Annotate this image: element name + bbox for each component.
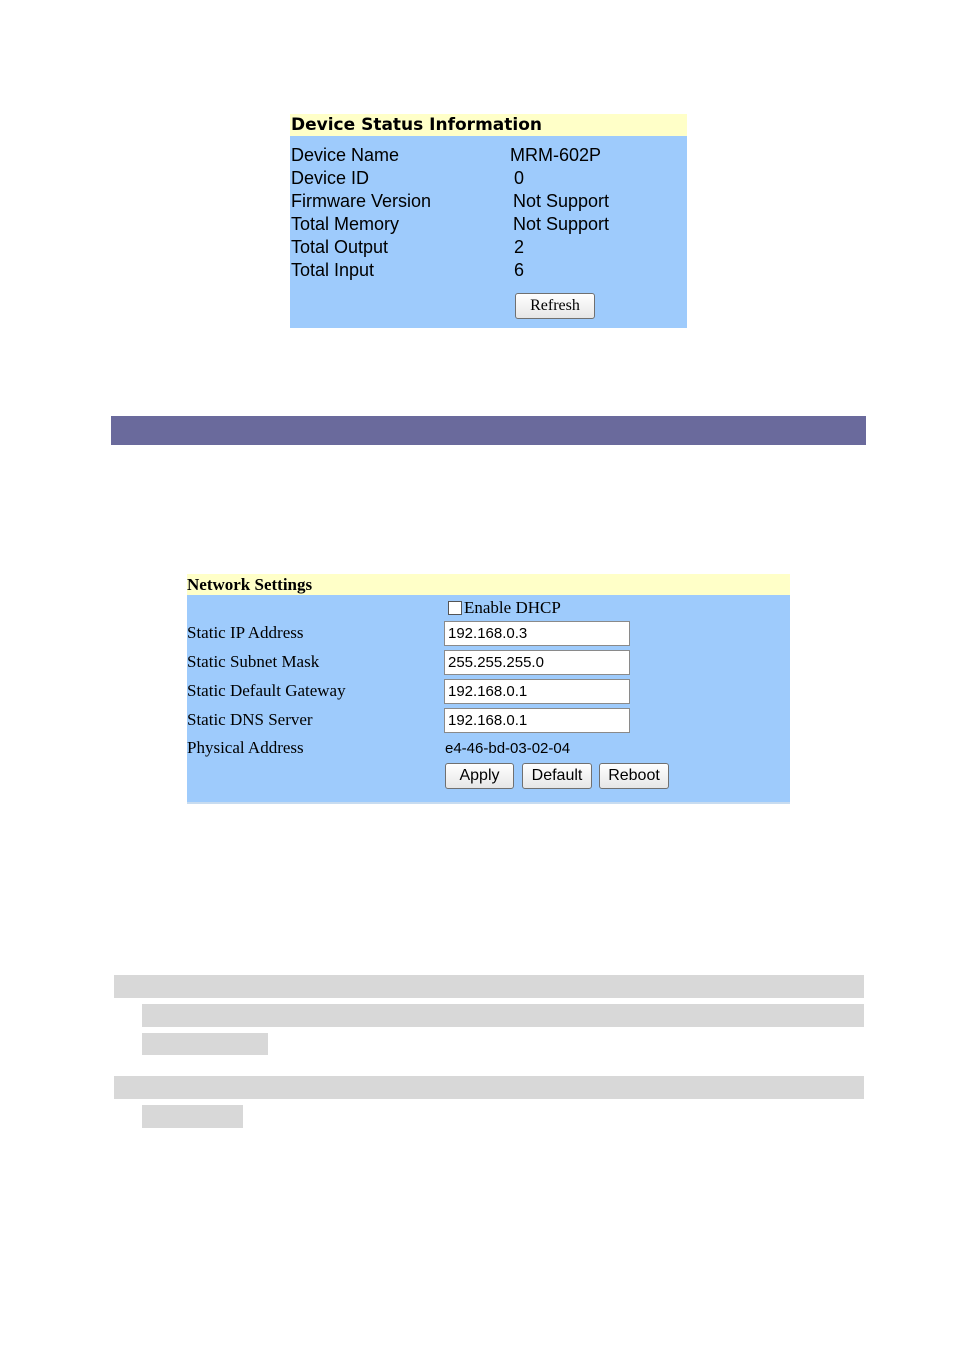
refresh-button[interactable]: Refresh bbox=[515, 293, 595, 319]
enable-dhcp-option[interactable] bbox=[448, 598, 561, 618]
redacted-text-line bbox=[114, 1076, 864, 1099]
static-dns-label: Static DNS Server bbox=[187, 710, 313, 729]
status-row-total-memory bbox=[290, 213, 687, 236]
status-row-total-input bbox=[290, 259, 687, 282]
status-row-total-output bbox=[290, 236, 687, 259]
static-ip-input[interactable] bbox=[444, 621, 630, 646]
redacted-text-line bbox=[114, 975, 864, 998]
redacted-text-line bbox=[142, 1004, 864, 1027]
default-button[interactable]: Default bbox=[522, 763, 592, 789]
status-label: Device Name bbox=[291, 145, 400, 165]
static-subnet-label: Static Subnet Mask bbox=[187, 652, 320, 671]
network-settings-title: Network Settings bbox=[187, 574, 790, 595]
redacted-text-line bbox=[142, 1033, 268, 1055]
status-row-device-id bbox=[290, 167, 687, 190]
physical-address-value: e4-46-bd-03-02-04 bbox=[445, 740, 571, 757]
static-gateway-input[interactable] bbox=[444, 679, 630, 704]
network-settings-panel bbox=[187, 574, 790, 804]
device-status-panel bbox=[290, 114, 687, 328]
section-divider-band bbox=[111, 416, 866, 445]
status-value: MRM-602P bbox=[510, 145, 602, 165]
status-label: Total Memory bbox=[291, 214, 400, 234]
status-row-device-name bbox=[290, 144, 687, 167]
status-value: Not Support bbox=[513, 214, 610, 234]
physical-address-label: Physical Address bbox=[187, 738, 304, 757]
status-value: 2 bbox=[514, 237, 525, 257]
status-label: Firmware Version bbox=[291, 191, 432, 211]
redacted-text-line bbox=[142, 1105, 243, 1128]
static-ip-label: Static IP Address bbox=[187, 623, 304, 642]
status-value: 0 bbox=[514, 168, 525, 188]
status-label: Total Input bbox=[291, 260, 375, 280]
reboot-button[interactable]: Reboot bbox=[599, 763, 669, 789]
enable-dhcp-checkbox[interactable] bbox=[448, 601, 462, 615]
static-subnet-input[interactable] bbox=[444, 650, 630, 675]
enable-dhcp-label: Enable DHCP bbox=[464, 598, 561, 617]
status-label: Device ID bbox=[291, 168, 370, 188]
status-row-firmware-version bbox=[290, 190, 687, 213]
status-label: Total Output bbox=[291, 237, 389, 257]
static-gateway-label: Static Default Gateway bbox=[187, 681, 346, 700]
device-status-title: Device Status Information bbox=[290, 114, 687, 136]
status-value: 6 bbox=[514, 260, 525, 280]
apply-button[interactable]: Apply bbox=[445, 763, 514, 789]
static-dns-input[interactable] bbox=[444, 708, 630, 733]
status-value: Not Support bbox=[513, 191, 610, 211]
